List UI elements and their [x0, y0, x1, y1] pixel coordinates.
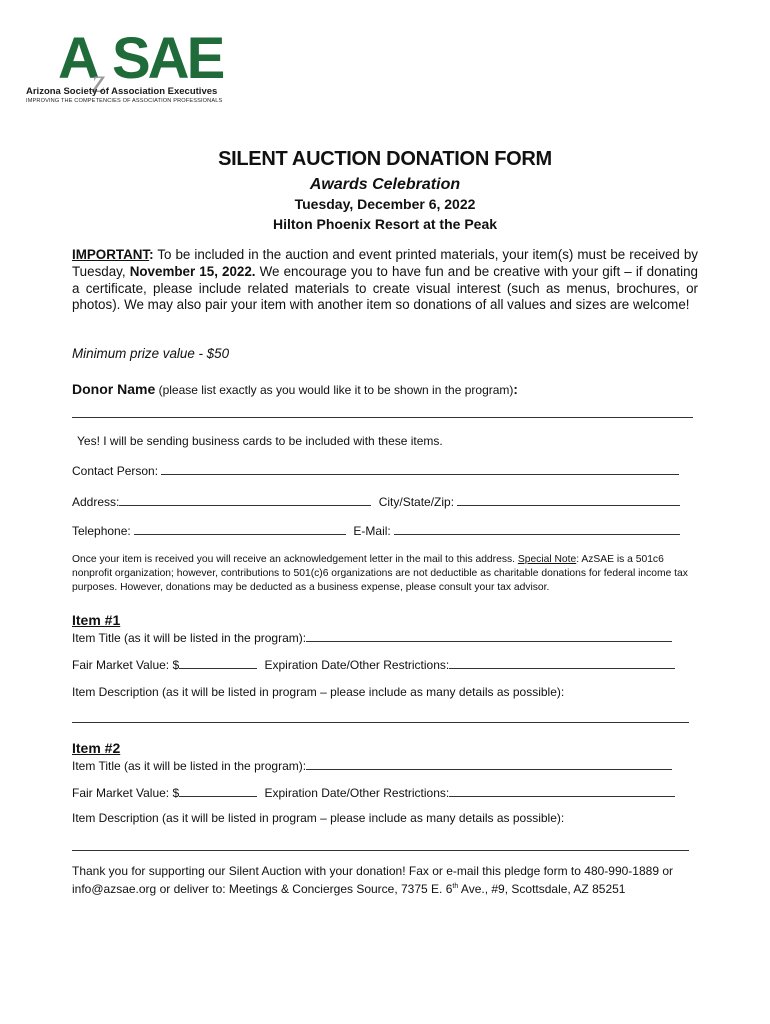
item-2-title-row [72, 758, 672, 773]
item-2-description-label: Item Description (as it will be listed in program – please include as many details as possible): [72, 811, 565, 825]
item-1-value-row [72, 657, 675, 672]
event-venue: Hilton Phoenix Resort at the Peak [272, 216, 498, 232]
important-label: IMPORTANT [72, 247, 150, 262]
address-label: Address: [72, 495, 120, 509]
important-text-b: We encourage you to have fun and be creative with your gift – if donating a certificate, please include related materials to create visual interest (such as menus, brochures, or photos). We may also pair your item with another item so donations of all values and sizes are welcome! [72, 263, 698, 313]
item-1-title-field[interactable] [306, 630, 672, 642]
donor-name-label [72, 381, 518, 397]
contact-person-row [72, 463, 679, 478]
business-cards-text: Yes! I will be sending business cards to be included with these items. [77, 434, 443, 448]
item-2-expiration-field[interactable] [449, 785, 675, 797]
telephone-row [72, 523, 680, 538]
donor-label: Donor Name [72, 381, 156, 397]
thanks-text-b: Ave., #9, Scottsdale, AZ 85251 [458, 882, 626, 896]
item-1-title-row [72, 630, 672, 645]
telephone-field[interactable] [134, 523, 346, 535]
thanks-superscript: th [452, 883, 459, 890]
form-subtitle: Awards Celebration [309, 176, 461, 193]
thank-you-text [72, 863, 702, 897]
item-1-heading: Item #1 [72, 612, 121, 628]
contact-person-field[interactable] [161, 463, 679, 475]
note-text-a: Once your item is received you will receive an acknowledgement letter in the mail to this address. [72, 554, 518, 565]
donor-hint: (please list exactly as you would like it to be shown in the program) [155, 383, 514, 397]
email-label: E-Mail: [353, 524, 391, 538]
item-1-description-label: Item Description (as it will be listed in program – please include as many details as possible): [72, 685, 565, 699]
special-note-label: Special Note [517, 554, 577, 565]
svg-text:SAE: SAE [112, 26, 223, 91]
item-2-heading: Item #2 [72, 740, 121, 756]
minimum-prize-value: Minimum prize value - $50 [72, 346, 230, 361]
event-date: Tuesday, December 6, 2022 [294, 196, 476, 212]
item-2-fmv-field[interactable] [179, 785, 257, 797]
important-colon: : [149, 247, 154, 262]
important-text-a: To be included in the auction and event printed materials, your item(s) must be received by Tuesday, [72, 247, 698, 279]
item-1-fmv-label: Fair Market Value: $ [72, 658, 180, 672]
donor-name-field[interactable] [72, 417, 693, 418]
item-2-title-label: Item Title (as it will be listed in the program): [72, 759, 307, 773]
logo-tagline: IMPROVING THE COMPETENCIES OF ASSOCIATION PROFESSIONALS [26, 98, 223, 104]
telephone-label: Telephone: [72, 524, 131, 538]
address-field[interactable] [119, 494, 371, 506]
important-paragraph [72, 247, 698, 314]
item-2-fmv-label: Fair Market Value: $ [72, 786, 180, 800]
item-1-expiration-field[interactable] [449, 657, 675, 669]
item-2-description-field[interactable] [72, 850, 689, 851]
note-text-b: : AzSAE is a 501c6 nonprofit organization; however, contributions to 501(c)6 organizations are not deductible as charitable donations for federal income tax purposes. However, donations may be deducted as a business expense, please consult your tax advisor. [72, 554, 688, 594]
thanks-text-a: Thank you for supporting our Silent Auction with your donation! Fax or e-mail this pledge form to 480-990-1889 or info@azsae.org or deliver to: Meetings & Concierges Source, 7375 E. 6 [72, 864, 674, 896]
form-title: SILENT AUCTION DONATION FORM [218, 148, 552, 170]
item-2-value-row [72, 785, 675, 800]
city-state-zip-field[interactable] [457, 494, 680, 506]
tax-note [72, 553, 700, 596]
item-1-title-label: Item Title (as it will be listed in the program): [72, 631, 307, 645]
item-1-fmv-field[interactable] [179, 657, 257, 669]
logo-org-name: Arizona Society of Association Executives [26, 86, 218, 97]
svg-text:z: z [92, 63, 106, 100]
item-1-expiration-label: Expiration Date/Other Restrictions: [264, 658, 450, 672]
item-2-expiration-label: Expiration Date/Other Restrictions: [264, 786, 450, 800]
donor-colon: : [513, 382, 518, 397]
svg-text:A: A [58, 26, 97, 91]
item-1-description-field[interactable] [72, 722, 689, 723]
city-state-zip-label: City/State/Zip: [378, 495, 455, 509]
contact-person-label: Contact Person: [72, 464, 159, 478]
item-2-title-field[interactable] [306, 758, 672, 770]
deadline-date: November 15, 2022. [129, 263, 256, 279]
email-field[interactable] [394, 523, 680, 535]
address-row [72, 494, 680, 509]
